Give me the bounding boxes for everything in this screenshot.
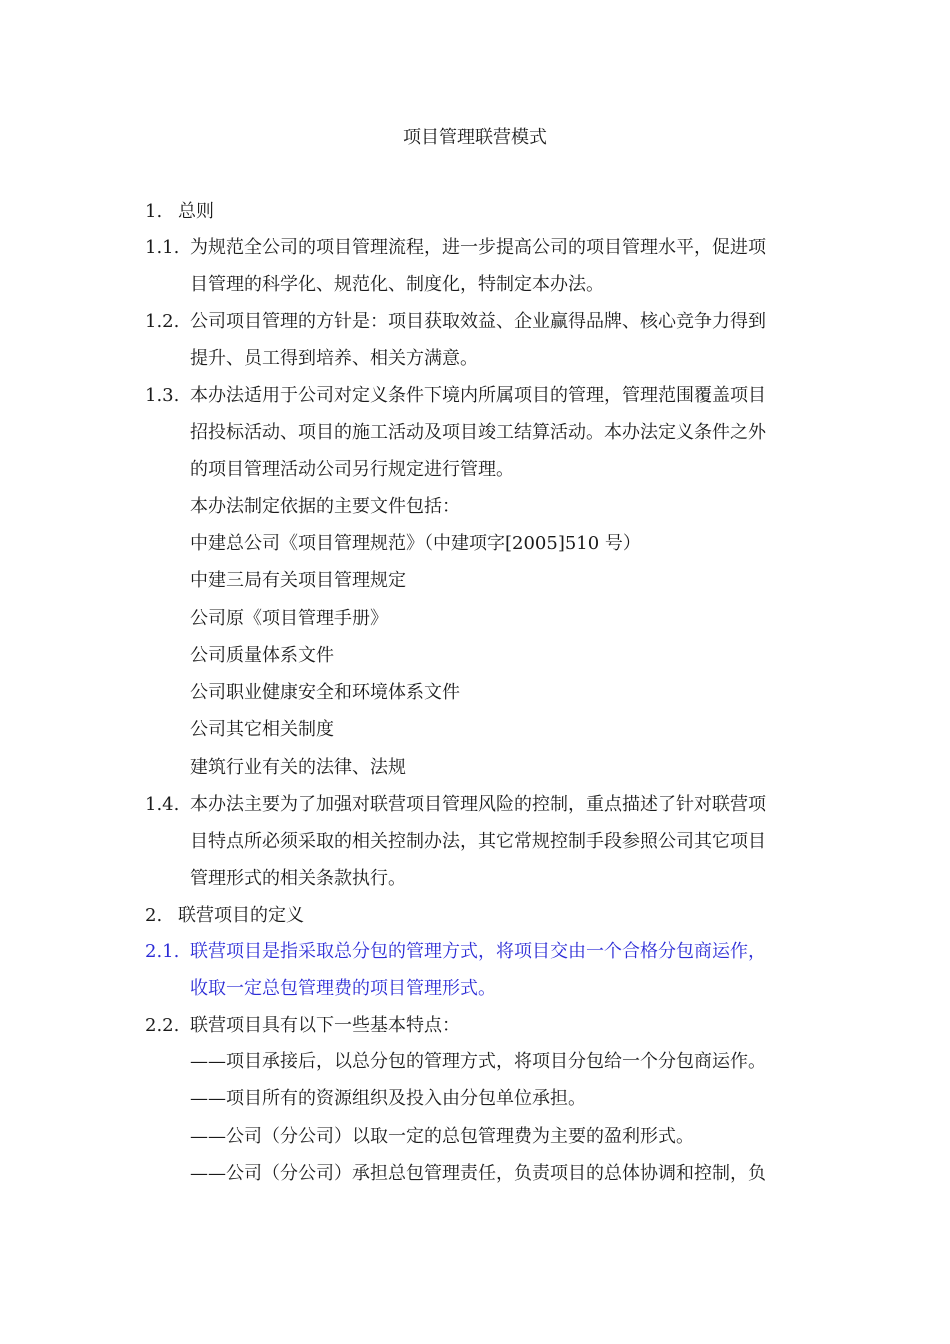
section-heading: 联营项目的定义 bbox=[178, 905, 304, 926]
clause-number: 1.4. bbox=[145, 794, 180, 815]
basis-doc-item: 公司质量体系文件 bbox=[190, 645, 334, 666]
clause-text-line-highlighted: 联营项目是指采取总分包的管理方式，将项目交由一个合格分包商运作， bbox=[190, 941, 766, 962]
clause-text-line: 公司项目管理的方针是：项目获取效益、企业赢得品牌、核心竞争力得到 bbox=[190, 311, 766, 332]
clause-number: 1.2. bbox=[145, 311, 180, 332]
clause-text-line: 目特点所必须采取的相关控制办法，其它常规控制手段参照公司其它项目 bbox=[190, 831, 766, 852]
clause-text-line: 招投标活动、项目的施工活动及项目竣工结算活动。本办法定义条件之外 bbox=[190, 422, 766, 443]
section-number: 1. bbox=[145, 201, 163, 222]
clause-text-line: 本办法主要为了加强对联营项目管理风险的控制，重点描述了针对联营项 bbox=[190, 794, 766, 815]
document-title: 项目管理联营模式 bbox=[403, 127, 547, 148]
basis-doc-item: 公司其它相关制度 bbox=[190, 719, 334, 740]
basis-intro: 本办法制定依据的主要文件包括： bbox=[190, 496, 460, 517]
basis-doc-item: 公司职业健康安全和环境体系文件 bbox=[190, 682, 460, 703]
basis-doc-item: 中建三局有关项目管理规定 bbox=[190, 570, 406, 591]
clause-text-line: 的项目管理活动公司另行规定进行管理。 bbox=[190, 459, 514, 480]
clause-text-line: 联营项目具有以下一些基本特点： bbox=[190, 1015, 460, 1036]
basis-doc-item: 公司原《项目管理手册》 bbox=[190, 608, 388, 629]
clause-number: 1.1. bbox=[145, 237, 180, 258]
clause-text-line: 本办法适用于公司对定义条件下境内所属项目的管理，管理范围覆盖项目 bbox=[190, 385, 766, 406]
clause-number: 2.1. bbox=[145, 941, 180, 962]
feature-item: ——公司（分公司）承担总包管理责任，负责项目的总体协调和控制，负 bbox=[190, 1163, 766, 1184]
section-heading: 总则 bbox=[178, 201, 214, 222]
clause-number: 2.2. bbox=[145, 1015, 180, 1036]
basis-doc-item: 中建总公司《项目管理规范》（中建项字[2005]510 号） bbox=[190, 533, 641, 554]
clause-text-line-highlighted: 收取一定总包管理费的项目管理形式。 bbox=[190, 978, 496, 999]
clause-text-line: 提升、员工得到培养、相关方满意。 bbox=[190, 348, 478, 369]
feature-item: ——项目所有的资源组织及投入由分包单位承担。 bbox=[190, 1088, 586, 1109]
feature-item: ——项目承接后，以总分包的管理方式，将项目分包给一个分包商运作。 bbox=[190, 1051, 766, 1072]
clause-text-line: 管理形式的相关条款执行。 bbox=[190, 868, 406, 889]
feature-item: ——公司（分公司）以取一定的总包管理费为主要的盈利形式。 bbox=[190, 1126, 694, 1147]
basis-doc-item: 建筑行业有关的法律、法规 bbox=[190, 757, 406, 778]
clause-text-line: 目管理的科学化、规范化、制度化，特制定本办法。 bbox=[190, 274, 604, 295]
clause-text-line: 为规范全公司的项目管理流程，进一步提高公司的项目管理水平，促进项 bbox=[190, 237, 766, 258]
clause-number: 1.3. bbox=[145, 385, 180, 406]
section-number: 2. bbox=[145, 905, 163, 926]
